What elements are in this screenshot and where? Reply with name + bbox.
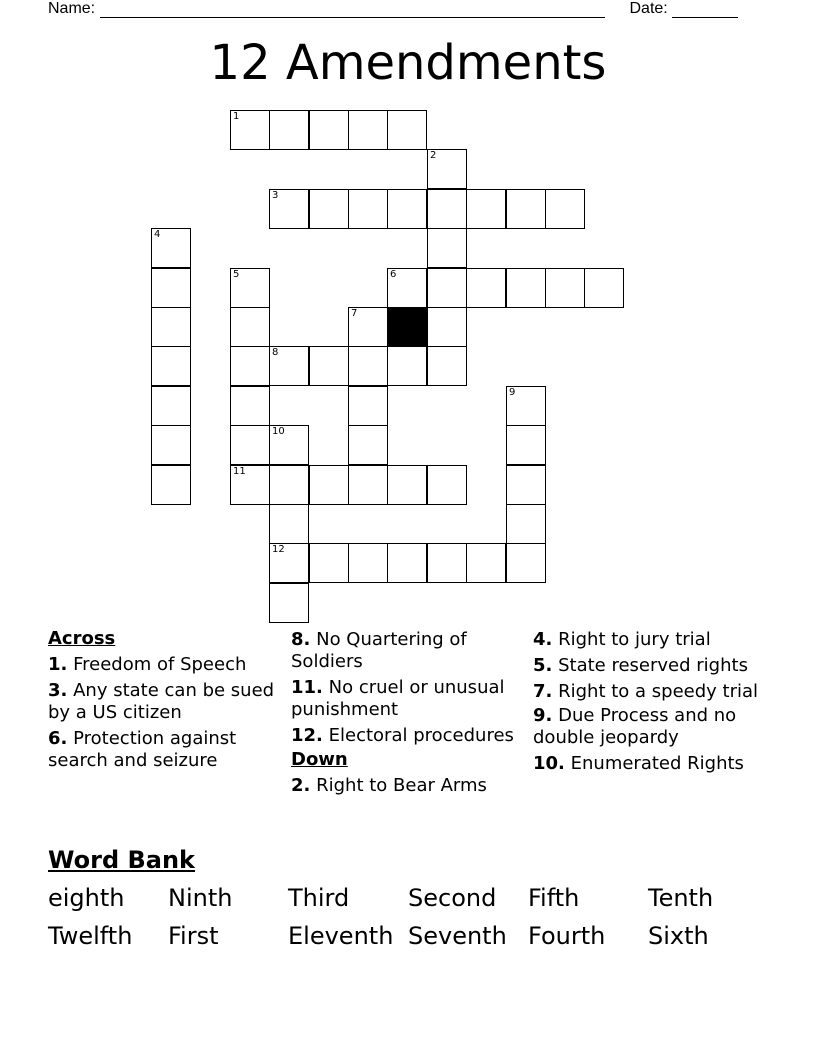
word-bank-item: Eleventh xyxy=(288,922,394,950)
crossword-cell[interactable] xyxy=(269,346,309,386)
crossword-cell[interactable] xyxy=(506,504,546,544)
clue-across-6 xyxy=(48,728,278,772)
crossword-cell[interactable] xyxy=(309,465,349,505)
crossword-cell[interactable] xyxy=(230,110,270,150)
clues-column-3 xyxy=(533,629,773,775)
crossword-cell[interactable] xyxy=(427,465,467,505)
crossword-cell[interactable] xyxy=(348,425,388,465)
clue-number: 3. xyxy=(48,680,68,701)
crossword-cell[interactable] xyxy=(387,465,427,505)
clue-number-label: 6 xyxy=(390,269,397,280)
clue-number-label: 5 xyxy=(233,269,240,280)
crossword-cell[interactable] xyxy=(506,268,546,308)
crossword-cell[interactable] xyxy=(230,425,270,465)
crossword-cell[interactable] xyxy=(269,465,309,505)
clue-number-label: 11 xyxy=(233,466,246,477)
word-bank-item: Third xyxy=(288,884,350,912)
crossword-cell[interactable] xyxy=(427,268,467,308)
crossword-cell[interactable] xyxy=(584,268,624,308)
crossword-cell[interactable] xyxy=(466,189,506,229)
crossword-cell[interactable] xyxy=(269,189,309,229)
clue-number: 11. xyxy=(291,677,323,698)
clue-text: Right to Bear Arms xyxy=(316,775,487,796)
crossword-cell[interactable] xyxy=(309,543,349,583)
clue-text: Freedom of Speech xyxy=(73,654,247,675)
crossword-cell[interactable] xyxy=(151,228,191,268)
crossword-cell[interactable] xyxy=(387,189,427,229)
crossword-cell[interactable] xyxy=(151,307,191,347)
crossword-cell[interactable] xyxy=(230,346,270,386)
crossword-cell[interactable] xyxy=(545,189,585,229)
clue-number: 6. xyxy=(48,728,68,749)
crossword-cell[interactable] xyxy=(151,346,191,386)
crossword-cell[interactable] xyxy=(427,149,467,189)
crossword-cell[interactable] xyxy=(348,110,388,150)
across-heading: Across xyxy=(48,628,116,649)
crossword-cell[interactable] xyxy=(506,465,546,505)
clue-number-label: 7 xyxy=(351,308,358,319)
crossword-cell[interactable] xyxy=(309,346,349,386)
crossword-cell[interactable] xyxy=(427,346,467,386)
crossword-cell[interactable] xyxy=(151,425,191,465)
clue-number: 5. xyxy=(533,655,553,676)
clues-column-1 xyxy=(48,628,278,772)
clue-down-2 xyxy=(291,775,521,797)
clue-number: 12. xyxy=(291,725,323,746)
crossword-cell[interactable] xyxy=(427,543,467,583)
clue-text: Electoral procedures xyxy=(328,725,514,746)
clue-text: Due Process and no double jeopardy xyxy=(533,705,737,748)
clue-down-10 xyxy=(533,753,773,775)
clue-down-7 xyxy=(533,681,773,703)
crossword-cell[interactable] xyxy=(348,386,388,426)
clue-across-8 xyxy=(291,629,521,673)
clue-number-label: 2 xyxy=(430,150,437,161)
word-bank-item: First xyxy=(168,922,219,950)
clue-number-label: 8 xyxy=(272,347,279,358)
clue-down-4 xyxy=(533,629,773,651)
crossword-cell[interactable] xyxy=(427,228,467,268)
crossword-cell[interactable] xyxy=(230,307,270,347)
name-label: Name: xyxy=(48,0,96,17)
word-bank-title: Word Bank xyxy=(48,846,196,874)
crossword-cell[interactable] xyxy=(151,465,191,505)
crossword-cell[interactable] xyxy=(387,110,427,150)
crossword-cell[interactable] xyxy=(427,189,467,229)
crossword-cell[interactable] xyxy=(387,543,427,583)
clue-number: 7. xyxy=(533,681,553,702)
crossword-cell[interactable] xyxy=(269,425,309,465)
crossword-cell[interactable] xyxy=(309,189,349,229)
clue-text: Protection against search and seizure xyxy=(48,728,237,771)
clue-number: 10. xyxy=(533,753,565,774)
word-bank-item: Ninth xyxy=(168,884,233,912)
crossword-black-cell xyxy=(387,307,427,347)
down-heading: Down xyxy=(291,749,348,770)
crossword-cell[interactable] xyxy=(151,386,191,426)
crossword-cell[interactable] xyxy=(348,189,388,229)
crossword-cell[interactable] xyxy=(151,268,191,308)
clue-down-5 xyxy=(533,655,773,677)
clue-number-label: 4 xyxy=(154,229,161,240)
clue-text: State reserved rights xyxy=(558,655,748,676)
clue-number: 2. xyxy=(291,775,311,796)
crossword-cell[interactable] xyxy=(506,386,546,426)
clue-number: 9. xyxy=(533,705,553,726)
clue-text: No cruel or unusual punishment xyxy=(291,677,505,720)
clue-across-3 xyxy=(48,680,278,724)
clue-number-label: 1 xyxy=(233,111,240,122)
word-bank-item: Tenth xyxy=(648,884,714,912)
clue-number-label: 12 xyxy=(272,544,285,555)
clue-across-12 xyxy=(291,725,521,747)
crossword-cell[interactable] xyxy=(230,465,270,505)
crossword-cell[interactable] xyxy=(545,268,585,308)
clue-down-9 xyxy=(533,705,773,749)
word-bank-item: Twelfth xyxy=(48,922,133,950)
page-title: 12 Amendments xyxy=(209,35,607,91)
word-bank-item: eighth xyxy=(48,884,125,912)
clue-number-label: 3 xyxy=(272,190,279,201)
clues-column-2 xyxy=(291,629,521,797)
clue-number: 4. xyxy=(533,629,553,650)
crossword-cell[interactable] xyxy=(387,268,427,308)
crossword-cell[interactable] xyxy=(269,110,309,150)
crossword-cell[interactable] xyxy=(348,307,388,347)
crossword-cell[interactable] xyxy=(348,346,388,386)
date-label: Date: xyxy=(629,0,668,17)
crossword-cell[interactable] xyxy=(269,504,309,544)
crossword-cell[interactable] xyxy=(269,543,309,583)
clue-number: 8. xyxy=(291,629,311,650)
crossword-cell[interactable] xyxy=(348,543,388,583)
word-bank-item: Fourth xyxy=(528,922,606,950)
clue-text: No Quartering of Soldiers xyxy=(291,629,467,672)
clue-text: Right to jury trial xyxy=(558,629,711,650)
crossword-cell[interactable] xyxy=(230,268,270,308)
word-bank-item: Second xyxy=(408,884,497,912)
clue-number: 1. xyxy=(48,654,68,675)
clue-across-1 xyxy=(48,654,278,676)
crossword-cell[interactable] xyxy=(269,583,309,623)
crossword-cell[interactable] xyxy=(348,465,388,505)
crossword-cell[interactable] xyxy=(506,425,546,465)
crossword-cell[interactable] xyxy=(387,346,427,386)
clue-number-label: 9 xyxy=(509,387,516,398)
clue-across-11 xyxy=(291,677,521,721)
crossword-cell[interactable] xyxy=(427,307,467,347)
crossword-cell[interactable] xyxy=(230,386,270,426)
word-bank-item: Seventh xyxy=(408,922,507,950)
crossword-cell[interactable] xyxy=(466,268,506,308)
clue-text: Right to a speedy trial xyxy=(558,681,759,702)
clue-number-label: 10 xyxy=(272,426,285,437)
word-bank-item: Sixth xyxy=(648,922,709,950)
crossword-cell[interactable] xyxy=(506,189,546,229)
clue-text: Any state can be sued by a US citizen xyxy=(48,680,275,723)
word-bank-item: Fifth xyxy=(528,884,580,912)
crossword-cell[interactable] xyxy=(506,543,546,583)
crossword-cell[interactable] xyxy=(309,110,349,150)
crossword-cell[interactable] xyxy=(466,543,506,583)
clue-text: Enumerated Rights xyxy=(570,753,744,774)
